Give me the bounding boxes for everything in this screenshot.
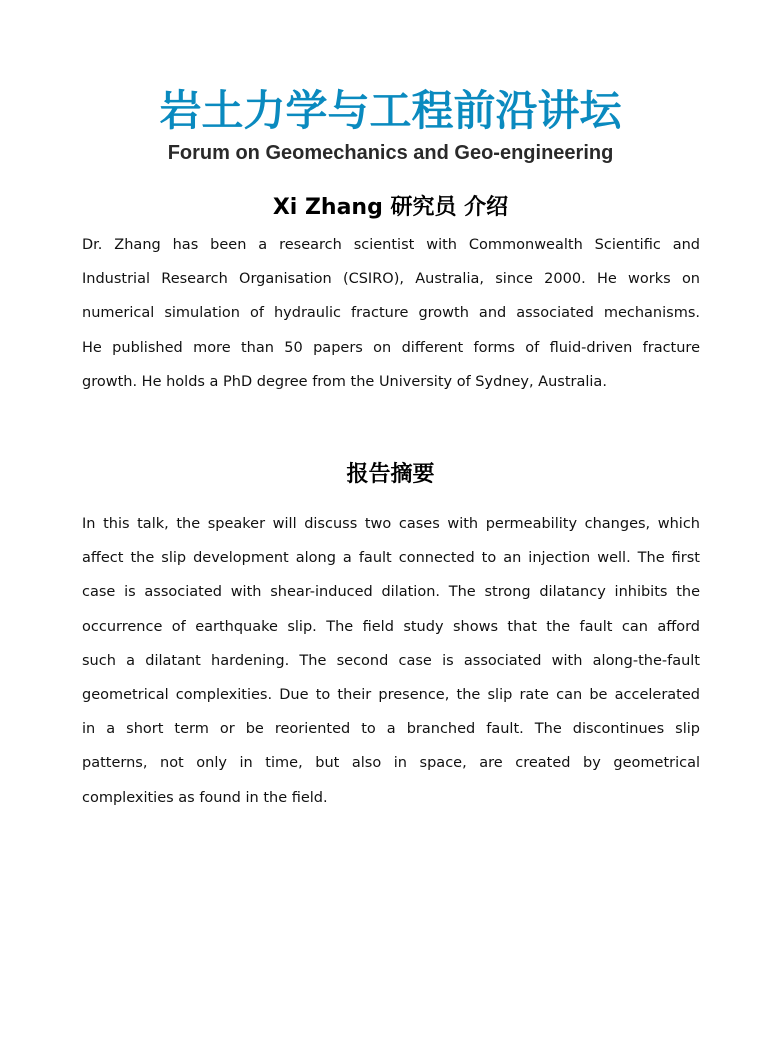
bio-line: He published more than 50 papers on different forms of fluid-driven fracture [82,339,700,356]
abstract-line: occurrence of earthquake slip. The field study shows that the fault can afford [82,618,700,635]
bio-line: Dr. Zhang has been a research scientist with Commonwealth Scientific and [82,237,700,253]
bio-line: Industrial Research Organisation (CSIRO), Australia, since 2000. He works on [82,271,700,288]
abstract-line: affect the slip development along a fault connected to an injection well. The first [82,550,700,567]
abstract-line: such a dilatant hardening. The second case is associated with along-the-fault [82,652,700,669]
bio-paragraph [82,228,700,399]
abstract-line: geometrical complexities. Due to their presence, the slip rate can be accelerated [82,686,700,703]
abstract-paragraph [82,507,700,815]
forum-title: 岩土力学与工程前沿讲坛 [159,86,622,135]
bio-heading: Xi Zhang 研究员 介绍 [272,195,509,220]
bio-line: growth. He holds a PhD degree from the University of Sydney, Australia. [82,373,607,390]
abstract-line: In this talk, the speaker will discuss two cases with permeability changes, which [82,516,700,532]
bio-line: numerical simulation of hydraulic fracture growth and associated mechanisms. [82,305,700,322]
abstract-line: patterns, not only in time, but also in space, are created by geometrical [82,755,700,772]
abstract-line: case is associated with shear-induced dilation. The strong dilatancy inhibits the [82,584,700,601]
abstract-line: complexities as found in the field. [82,789,328,806]
abstract-heading: 报告摘要 [346,462,435,487]
abstract-line: in a short term or be reoriented to a branched fault. The discontinues slip [82,721,700,738]
forum-subtitle: Forum on Geomechanics and Geo-engineering [167,142,614,164]
